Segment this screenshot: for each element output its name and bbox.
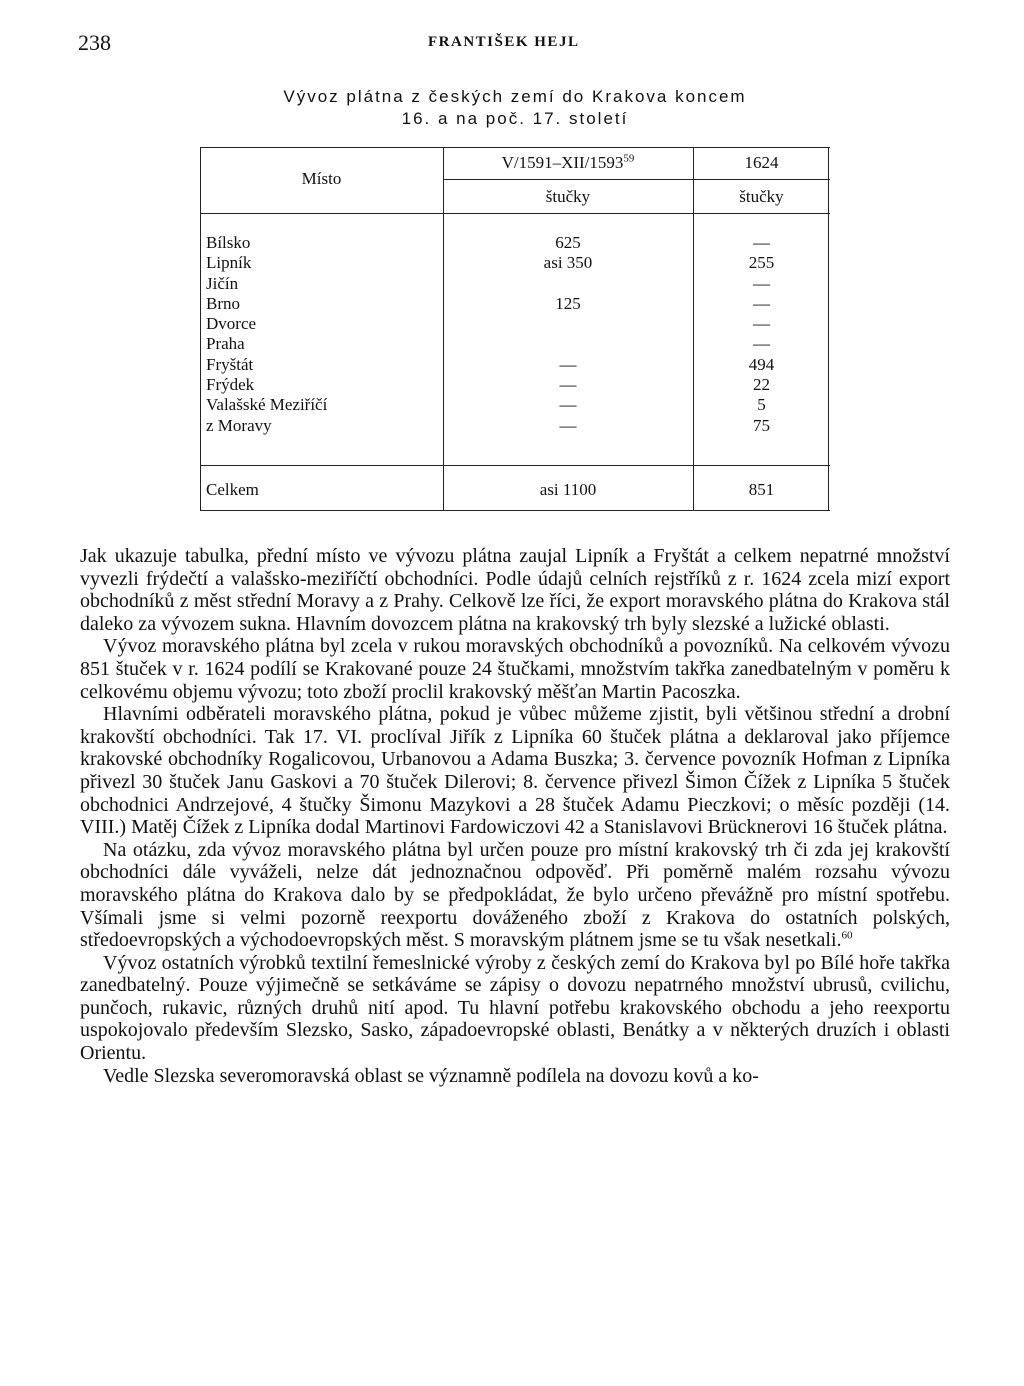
place-column bbox=[206, 233, 327, 436]
total-col2: 851 bbox=[748, 480, 775, 499]
total-label: Celkem bbox=[206, 480, 259, 499]
col2-value: — bbox=[753, 314, 770, 334]
body-text bbox=[80, 545, 950, 1087]
col2-value: — bbox=[753, 293, 770, 313]
paragraph-6: Vedle Slezska severomoravská oblast se významně podílela na dovozu kovů a ko- bbox=[103, 1064, 759, 1087]
place-name: Bílsko bbox=[206, 233, 251, 252]
col1-value: 625 bbox=[555, 233, 581, 252]
paragraph-2: Vývoz moravského plátna byl zcela v rukou moravských obchodníků a povozníků. Na celkovém vývozu 851 štuček v r. 1624 podílí se Krakované pouze 24 štučkami, množstvím takřka zanedbatelným v poměru k celkovému objemu vývozu; toto zboží proclil krakovský měšťan Martin Pacoszka. bbox=[80, 635, 950, 703]
col1-value bbox=[443, 274, 693, 294]
place-name: Praha bbox=[206, 334, 245, 354]
col1-values bbox=[443, 233, 693, 436]
table-rule-subhead bbox=[443, 179, 830, 180]
place-name: Jičín bbox=[206, 273, 239, 293]
col1-value: — bbox=[559, 375, 577, 395]
header-col1-footnote: 59 bbox=[623, 152, 635, 165]
col2-value: 255 bbox=[748, 253, 775, 273]
paragraph-4 bbox=[80, 839, 950, 952]
col2-value: — bbox=[753, 334, 770, 354]
paragraph-3: Hlavními odběrateli moravského plátna, pokud je vůbec můžeme zjistit, byli většinou střední a drobní krakovští obchodníci. Tak 17. VI. proclíval Jiřík z Lipníka 60 štuček plátna a deklaroval jako příjemce krakovské obchodníky Rogalicovou, Urbanovou a Adama Buszka; 3. července povozník Hofman z Lipníka přivezl 30 štuček Janu Gaskovi a 70 štuček Dilerovi; 8. července přivezl Šimon Čížek z Lipníka 5 štuček obchodnici Andrzejové, 4 štučky Šimonu Mazykovi a 28 štuček Adamu Pieczkovi; o měsíc později (14. VIII.) Matěj Čížek z Lipníka dodal Martinovi Fardowiczovi 42 a Stanislavovi Brücknerovi 16 štuček plátna. bbox=[80, 703, 950, 839]
header-place: Místo bbox=[301, 169, 342, 188]
col2-value: 494 bbox=[748, 354, 775, 374]
unit-col2: štučky bbox=[739, 187, 784, 206]
col2-value: 22 bbox=[753, 375, 770, 395]
table-rule-top bbox=[200, 147, 830, 148]
total-col1: asi 1100 bbox=[539, 480, 597, 499]
header-col2: 1624 bbox=[744, 153, 779, 172]
col1-value: — bbox=[559, 354, 577, 374]
col1-value: 125 bbox=[555, 293, 581, 313]
table-caption-line-1: Vývoz plátna z českých zemí do Krakova koncem bbox=[283, 87, 747, 106]
table-rule-left bbox=[200, 147, 201, 510]
place-name: Brno bbox=[206, 293, 240, 313]
footnote-marker-60: 60 bbox=[841, 929, 853, 942]
header-col1-label: V/1591–XII/1593 bbox=[501, 153, 624, 172]
table-caption bbox=[200, 86, 830, 130]
paragraph-1: Jak ukazuje tabulka, přední místo ve vývozu plátna zaujal Lipník a Fryštát a celkem nepatrné množství vyvezli frýdečtí a valašsko-meziříčtí obchodníci. Podle údajů celních rejstříků z r. 1624 zcela mizí export obchodníků z měst střední Moravy a z Prahy. Celkově lze říci, že export moravského plátna do Krakova stál daleko za vývozem sukna. Hlavním dovozcem plátna na krakovský trh byly slezské a lužické oblasti. bbox=[80, 545, 950, 635]
place-name: Lipník bbox=[206, 253, 252, 273]
col2-value: 75 bbox=[753, 415, 770, 435]
col2-value: 5 bbox=[757, 395, 766, 415]
header-col1 bbox=[443, 153, 693, 173]
export-table bbox=[200, 147, 830, 512]
page-header bbox=[78, 30, 948, 60]
paragraph-5: Vývoz ostatních výrobků textilní řemeslnické výroby z českých zemí do Krakova byl po Bílé hoře takřka zanedbatelný. Pouze výjimečně se setkáváme se zápisy o dovozu nepatrného množství ubrusů, cvilichu, punčoch, rukavic, různých druhů nití apod. Tu hlavní potřebu krakovského obchodu a jeho reexportu uspokojovalo především Slezsko, Sasko, západoevropské oblasti, Benátky a v některých druzích i oblasti Orientu. bbox=[80, 951, 950, 1065]
place-name: Dvorce bbox=[206, 314, 257, 334]
col2-value: — bbox=[753, 273, 770, 293]
col1-value: asi 350 bbox=[543, 253, 593, 273]
col1-value: — bbox=[559, 415, 577, 435]
col1-value bbox=[443, 334, 693, 354]
col2-value: — bbox=[753, 233, 770, 252]
place-name: Frýdek bbox=[206, 375, 255, 395]
page-number: 238 bbox=[78, 30, 111, 55]
table-rule-head bbox=[200, 213, 830, 214]
col2-values bbox=[693, 233, 830, 436]
paragraph-4-text: Na otázku, zda vývoz moravského plátna byl určen pouze pro místní krakovský trh či zda jej krakovští obchodníci dále vyváželi, nelze dát jednoznačnou odpověď. Při poměrně malém rozsahu vývozu moravského plátna do Krakova dalo by se předpokládat, že bylo určeno převážně pro místní spotřebu. Všímali jsme si velmi pozorně reexportu dováženého zboží z Krakova do ostatních polských, středoevropských a východoevropských měst. S moravským plátnem jsme se tu však nesetkali. bbox=[80, 838, 950, 952]
col1-value bbox=[443, 314, 693, 334]
col1-value: — bbox=[559, 395, 577, 415]
running-head: FRANTIŠEK HEJL bbox=[428, 34, 580, 50]
place-name: Valašské Meziříčí bbox=[206, 395, 328, 415]
place-name: z Moravy bbox=[206, 415, 272, 435]
table-rule-bottom bbox=[200, 510, 830, 511]
table-caption-line-2: 16. a na poč. 17. století bbox=[401, 109, 629, 128]
place-name: Fryštát bbox=[206, 354, 254, 374]
unit-col1: štučky bbox=[545, 187, 591, 206]
table-rule-total bbox=[200, 465, 830, 466]
